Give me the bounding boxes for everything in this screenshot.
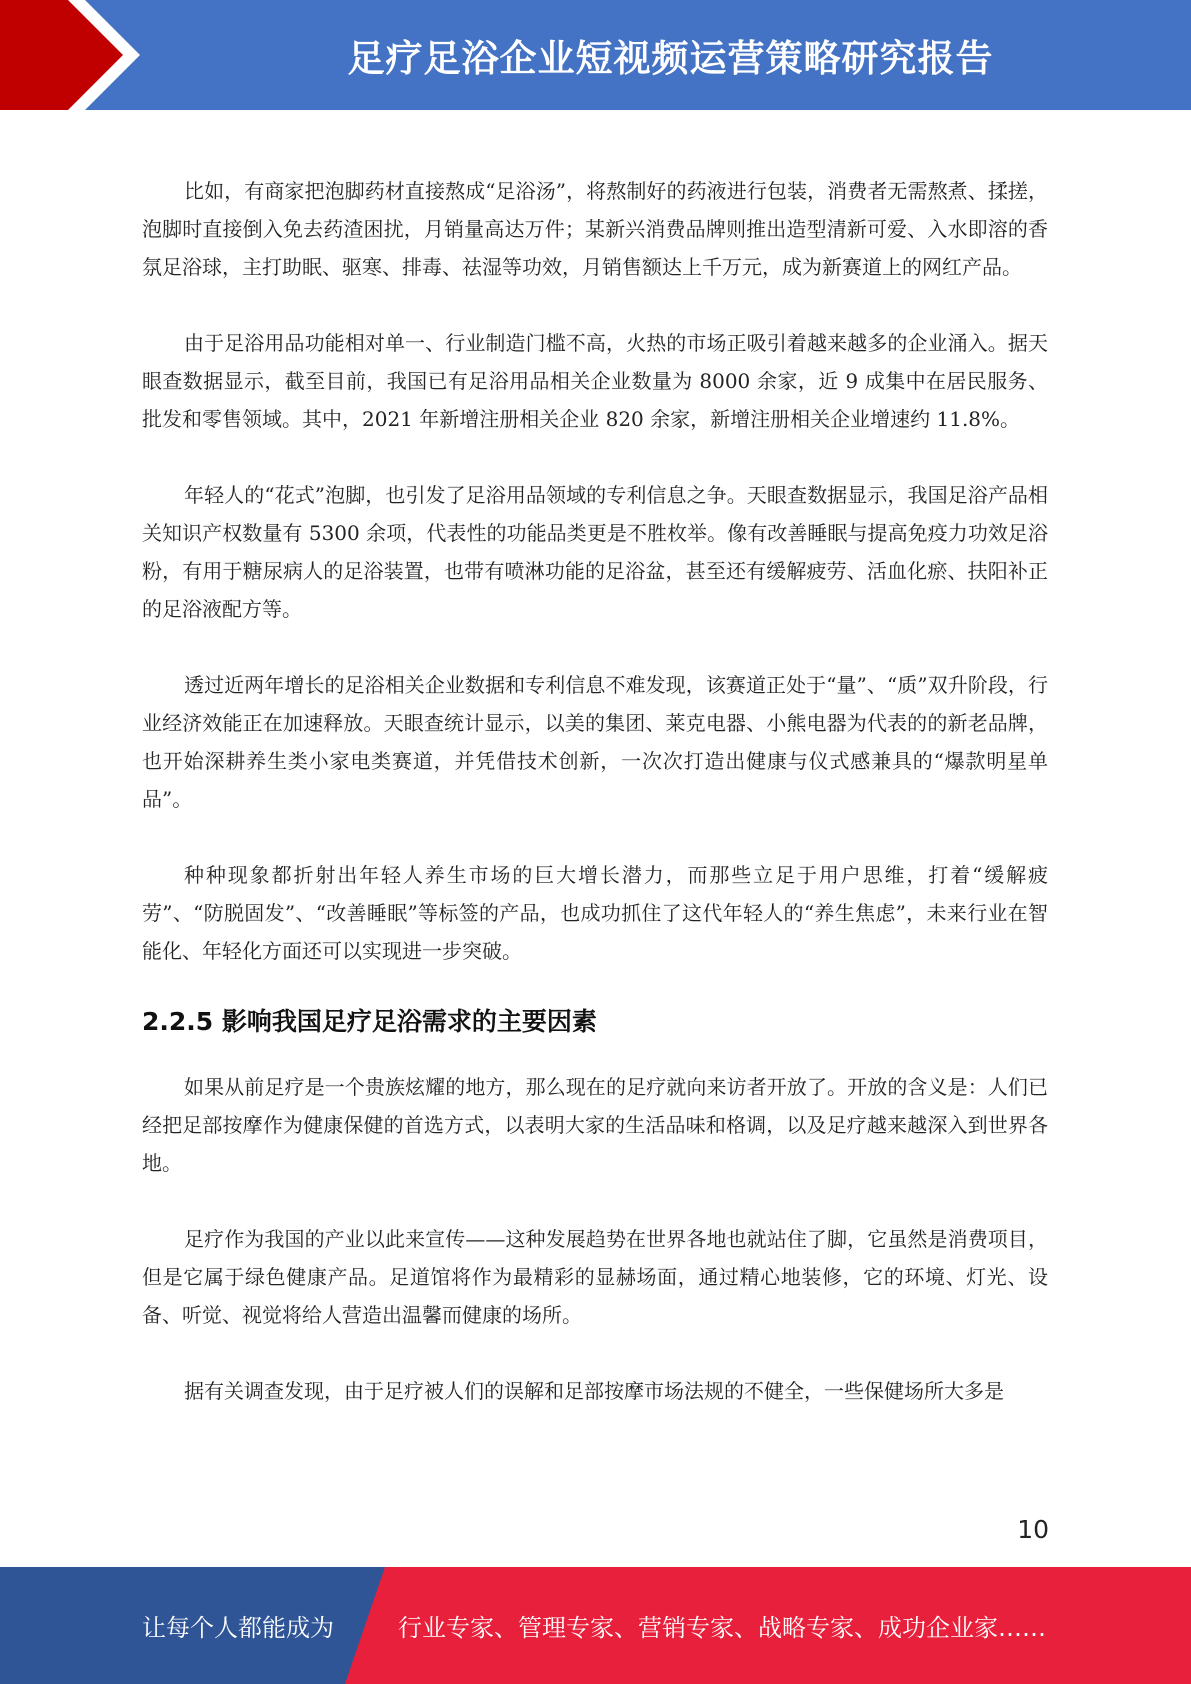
body-paragraph: 足疗作为我国的产业以此来宣传——这种发展趋势在世界各地也就站住了脚，它虽然是消费项目，但是它属于绿色健康产品。足道馆将作为最精彩的显赫场面，通过精心地装修，它的环境、灯光、设备、听觉、视觉将给人营造出温馨而健康的场所。 bbox=[142, 1227, 1048, 1327]
page-footer bbox=[0, 1567, 1191, 1684]
footer-slogan-left: 让每个人都能成为 bbox=[142, 1614, 334, 1642]
body-paragraph: 由于足浴用品功能相对单一、行业制造门槛不高，火热的市场正吸引着越来越多的企业涌入。据天眼查数据显示，截至目前，我国已有足浴用品相关企业数量为 8000 余家，近 9 成集中在居民服务、批发和零售领域。其中，2021 年新增注册相关企业 820 余家，新增注册相关企业增速约 11.8%。 bbox=[142, 331, 1048, 431]
page-header bbox=[0, 0, 1191, 110]
red-chevron-decoration bbox=[0, 0, 160, 110]
page-number: 10 bbox=[1017, 1515, 1049, 1544]
footer-slogan-right: 行业专家、管理专家、营销专家、战略专家、成功企业家…… bbox=[398, 1614, 1046, 1642]
body-paragraph: 比如，有商家把泡脚药材直接熬成“足浴汤”，将熬制好的药液进行包装，消费者无需熬煮、揉搓，泡脚时直接倒入免去药渣困扰，月销量高达万件；某新兴消费品牌则推出造型清新可爱、入水即溶的香氛足浴球，主打助眠、驱寒、排毒、祛湿等功效，月销售额达上千万元，成为新赛道上的网红产品。 bbox=[142, 179, 1048, 279]
body-paragraph: 据有关调查发现，由于足疗被人们的误解和足部按摩市场法规的不健全，一些保健场所大多是 bbox=[184, 1379, 1004, 1403]
body-paragraph: 年轻人的“花式”泡脚，也引发了足浴用品领域的专利信息之争。天眼查数据显示，我国足浴产品相关知识产权数量有 5300 余项，代表性的功能品类更是不胜枚举。像有改善睡眠与提高免疫力功效足浴粉，有用于糖尿病人的足浴装置，也带有喷淋功能的足浴盆，甚至还有缓解疲劳、活血化瘀、扶阳补正的足浴液配方等。 bbox=[142, 483, 1048, 621]
report-title: 足疗足浴企业短视频运营策略研究报告 bbox=[347, 37, 994, 80]
body-paragraph: 透过近两年增长的足浴相关企业数据和专利信息不难发现，该赛道正处于“量”、“质”双升阶段，行业经济效能正在加速释放。天眼查统计显示，以美的集团、莱克电器、小熊电器为代表的的新老品牌，也开始深耕养生类小家电类赛道，并凭借技术创新，一次次打造出健康与仪式感兼具的“爆款明星单品”。 bbox=[142, 673, 1048, 811]
body-paragraph: 种种现象都折射出年轻人养生市场的巨大增长潜力，而那些立足于用户思维，打着“缓解疲劳”、“防脱固发”、“改善睡眠”等标签的产品，也成功抓住了这代年轻人的“养生焦虑”，未来行业在智能化、年轻化方面还可以实现进一步突破。 bbox=[142, 863, 1048, 963]
section-heading: 2.2.5 影响我国足疗足浴需求的主要因素 bbox=[142, 1007, 597, 1036]
main-content bbox=[142, 172, 1048, 1448]
body-paragraph: 如果从前足疗是一个贵族炫耀的地方，那么现在的足疗就向来访者开放了。开放的含义是：人们已经把足部按摩作为健康保健的首选方式，以表明大家的生活品味和格调，以及足疗越来越深入到世界各地。 bbox=[142, 1075, 1048, 1175]
